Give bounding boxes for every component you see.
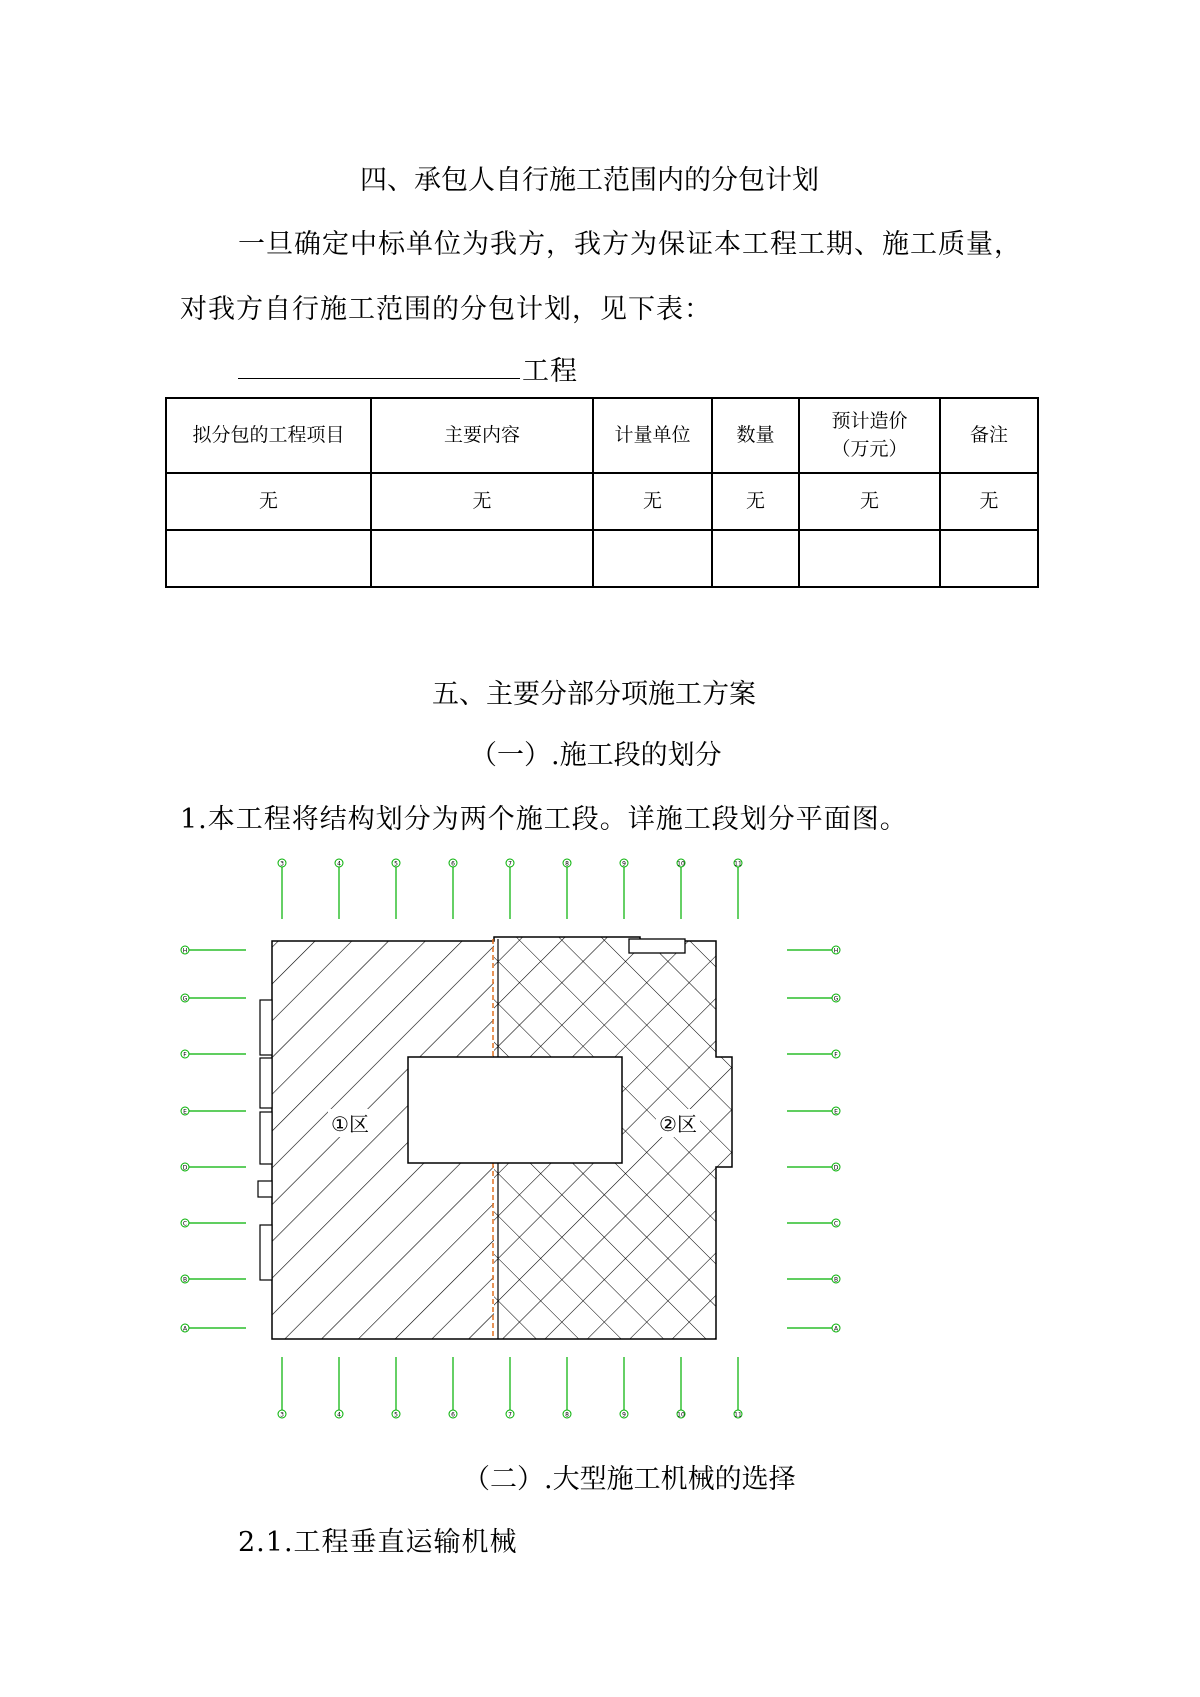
header-cell: 计量单位 (593, 398, 712, 473)
row-axis-left-label: C (182, 1220, 188, 1228)
section4-paragraph-line2: 对我方自行施工范围的分包计划，见下表： (180, 294, 712, 325)
row-axis-right-label: G (833, 995, 839, 1003)
central-void (408, 1057, 622, 1163)
row-axis-right-label: A (833, 1325, 839, 1333)
column-axis-bottom-label: 4 (337, 1411, 341, 1419)
header-cell: 拟分包的工程项目 (166, 398, 371, 473)
column-axis-bottom-label: 10 (677, 1411, 685, 1419)
subsection1-heading: （一）.施工段的划分 (470, 740, 722, 771)
column-axis-bottom-label: 3 (280, 1411, 284, 1419)
item1-text: 1.本工程将结构划分为两个施工段。详施工段划分平面图。 (180, 804, 908, 835)
table-cell: 无 (799, 473, 940, 530)
table-cell (166, 530, 371, 587)
section5-heading: 五、主要分部分项施工方案 (432, 679, 756, 710)
table-cell (593, 530, 712, 587)
price-header-label: 预计造价 (831, 409, 908, 432)
row-axis-left-label: H (182, 947, 188, 955)
column-axis-top-label: 5 (394, 860, 398, 868)
row-axis-left-label: A (182, 1325, 188, 1333)
zone1-label: ①区 (331, 1112, 369, 1136)
table-cell (799, 530, 940, 587)
price-header-unit: （万元） (831, 437, 908, 460)
row-axis-right-label: C (833, 1220, 839, 1228)
table-row-empty (166, 530, 1038, 587)
table-cell: 无 (712, 473, 799, 530)
row-axis-right-label: E (834, 1108, 838, 1116)
zone-division-plan (180, 855, 860, 1430)
wall-protrusion (260, 1225, 272, 1280)
subsection2-heading: （二）.大型施工机械的选择 (463, 1464, 796, 1495)
header-cell: 主要内容 (371, 398, 593, 473)
project-name-blank (238, 378, 520, 379)
wall-protrusion (260, 1000, 272, 1055)
column-axis-top-label: 4 (337, 860, 341, 868)
row-axis-left-label: F (183, 1051, 187, 1059)
row-axis-left-label: D (182, 1164, 188, 1172)
header-cell: 数量 (712, 398, 799, 473)
table-cell: 无 (371, 473, 593, 530)
column-axis-top-label: 10 (677, 860, 685, 868)
column-axis-top-label: 11 (734, 860, 742, 868)
table-cell: 无 (940, 473, 1038, 530)
wall-protrusion (260, 1112, 272, 1164)
column-axis-bottom-label: 5 (394, 1411, 398, 1419)
zone2-label: ②区 (659, 1112, 697, 1136)
column-axis-bottom-label: 11 (734, 1411, 742, 1419)
row-axis-left-label: E (183, 1108, 187, 1116)
item2-text: 2.1.工程垂直运输机械 (238, 1527, 518, 1558)
column-axis-top-label: 9 (622, 860, 626, 868)
header-cell: 备注 (940, 398, 1038, 473)
subcontract-table (165, 397, 1039, 588)
row-axis-right-label: F (834, 1051, 838, 1059)
column-axis-bottom-label: 6 (451, 1411, 455, 1419)
column-axis-top-label: 6 (451, 860, 455, 868)
section4-heading: 四、承包人自行施工范围内的分包计划 (360, 165, 819, 196)
top-notch (629, 939, 685, 953)
column-axis-top-label: 3 (280, 860, 284, 868)
table-cell: 无 (593, 473, 712, 530)
row-axis-right-label: H (833, 947, 839, 955)
row-axis-right-label: B (833, 1276, 839, 1284)
row-axis-left-label: G (182, 995, 188, 1003)
table-header-row (166, 398, 1038, 473)
column-axis-bottom-label: 8 (565, 1411, 569, 1419)
table-row (166, 473, 1038, 530)
row-axis-left-label: B (182, 1276, 188, 1284)
column-axis-bottom-label: 9 (622, 1411, 626, 1419)
column-axis-top-label: 7 (508, 860, 512, 868)
header-cell-price (799, 398, 940, 473)
table-cell (712, 530, 799, 587)
wall-protrusion (258, 1181, 272, 1197)
project-suffix: 工程 (522, 356, 578, 387)
section4-paragraph-line1: 一旦确定中标单位为我方，我方为保证本工程工期、施工质量， (238, 229, 1022, 260)
table-cell (940, 530, 1038, 587)
row-axis-right-label: D (833, 1164, 839, 1172)
column-axis-bottom-label: 7 (508, 1411, 512, 1419)
table-cell (371, 530, 593, 587)
wall-protrusion (260, 1058, 272, 1108)
column-axis-top-label: 8 (565, 860, 569, 868)
table-cell: 无 (166, 473, 371, 530)
